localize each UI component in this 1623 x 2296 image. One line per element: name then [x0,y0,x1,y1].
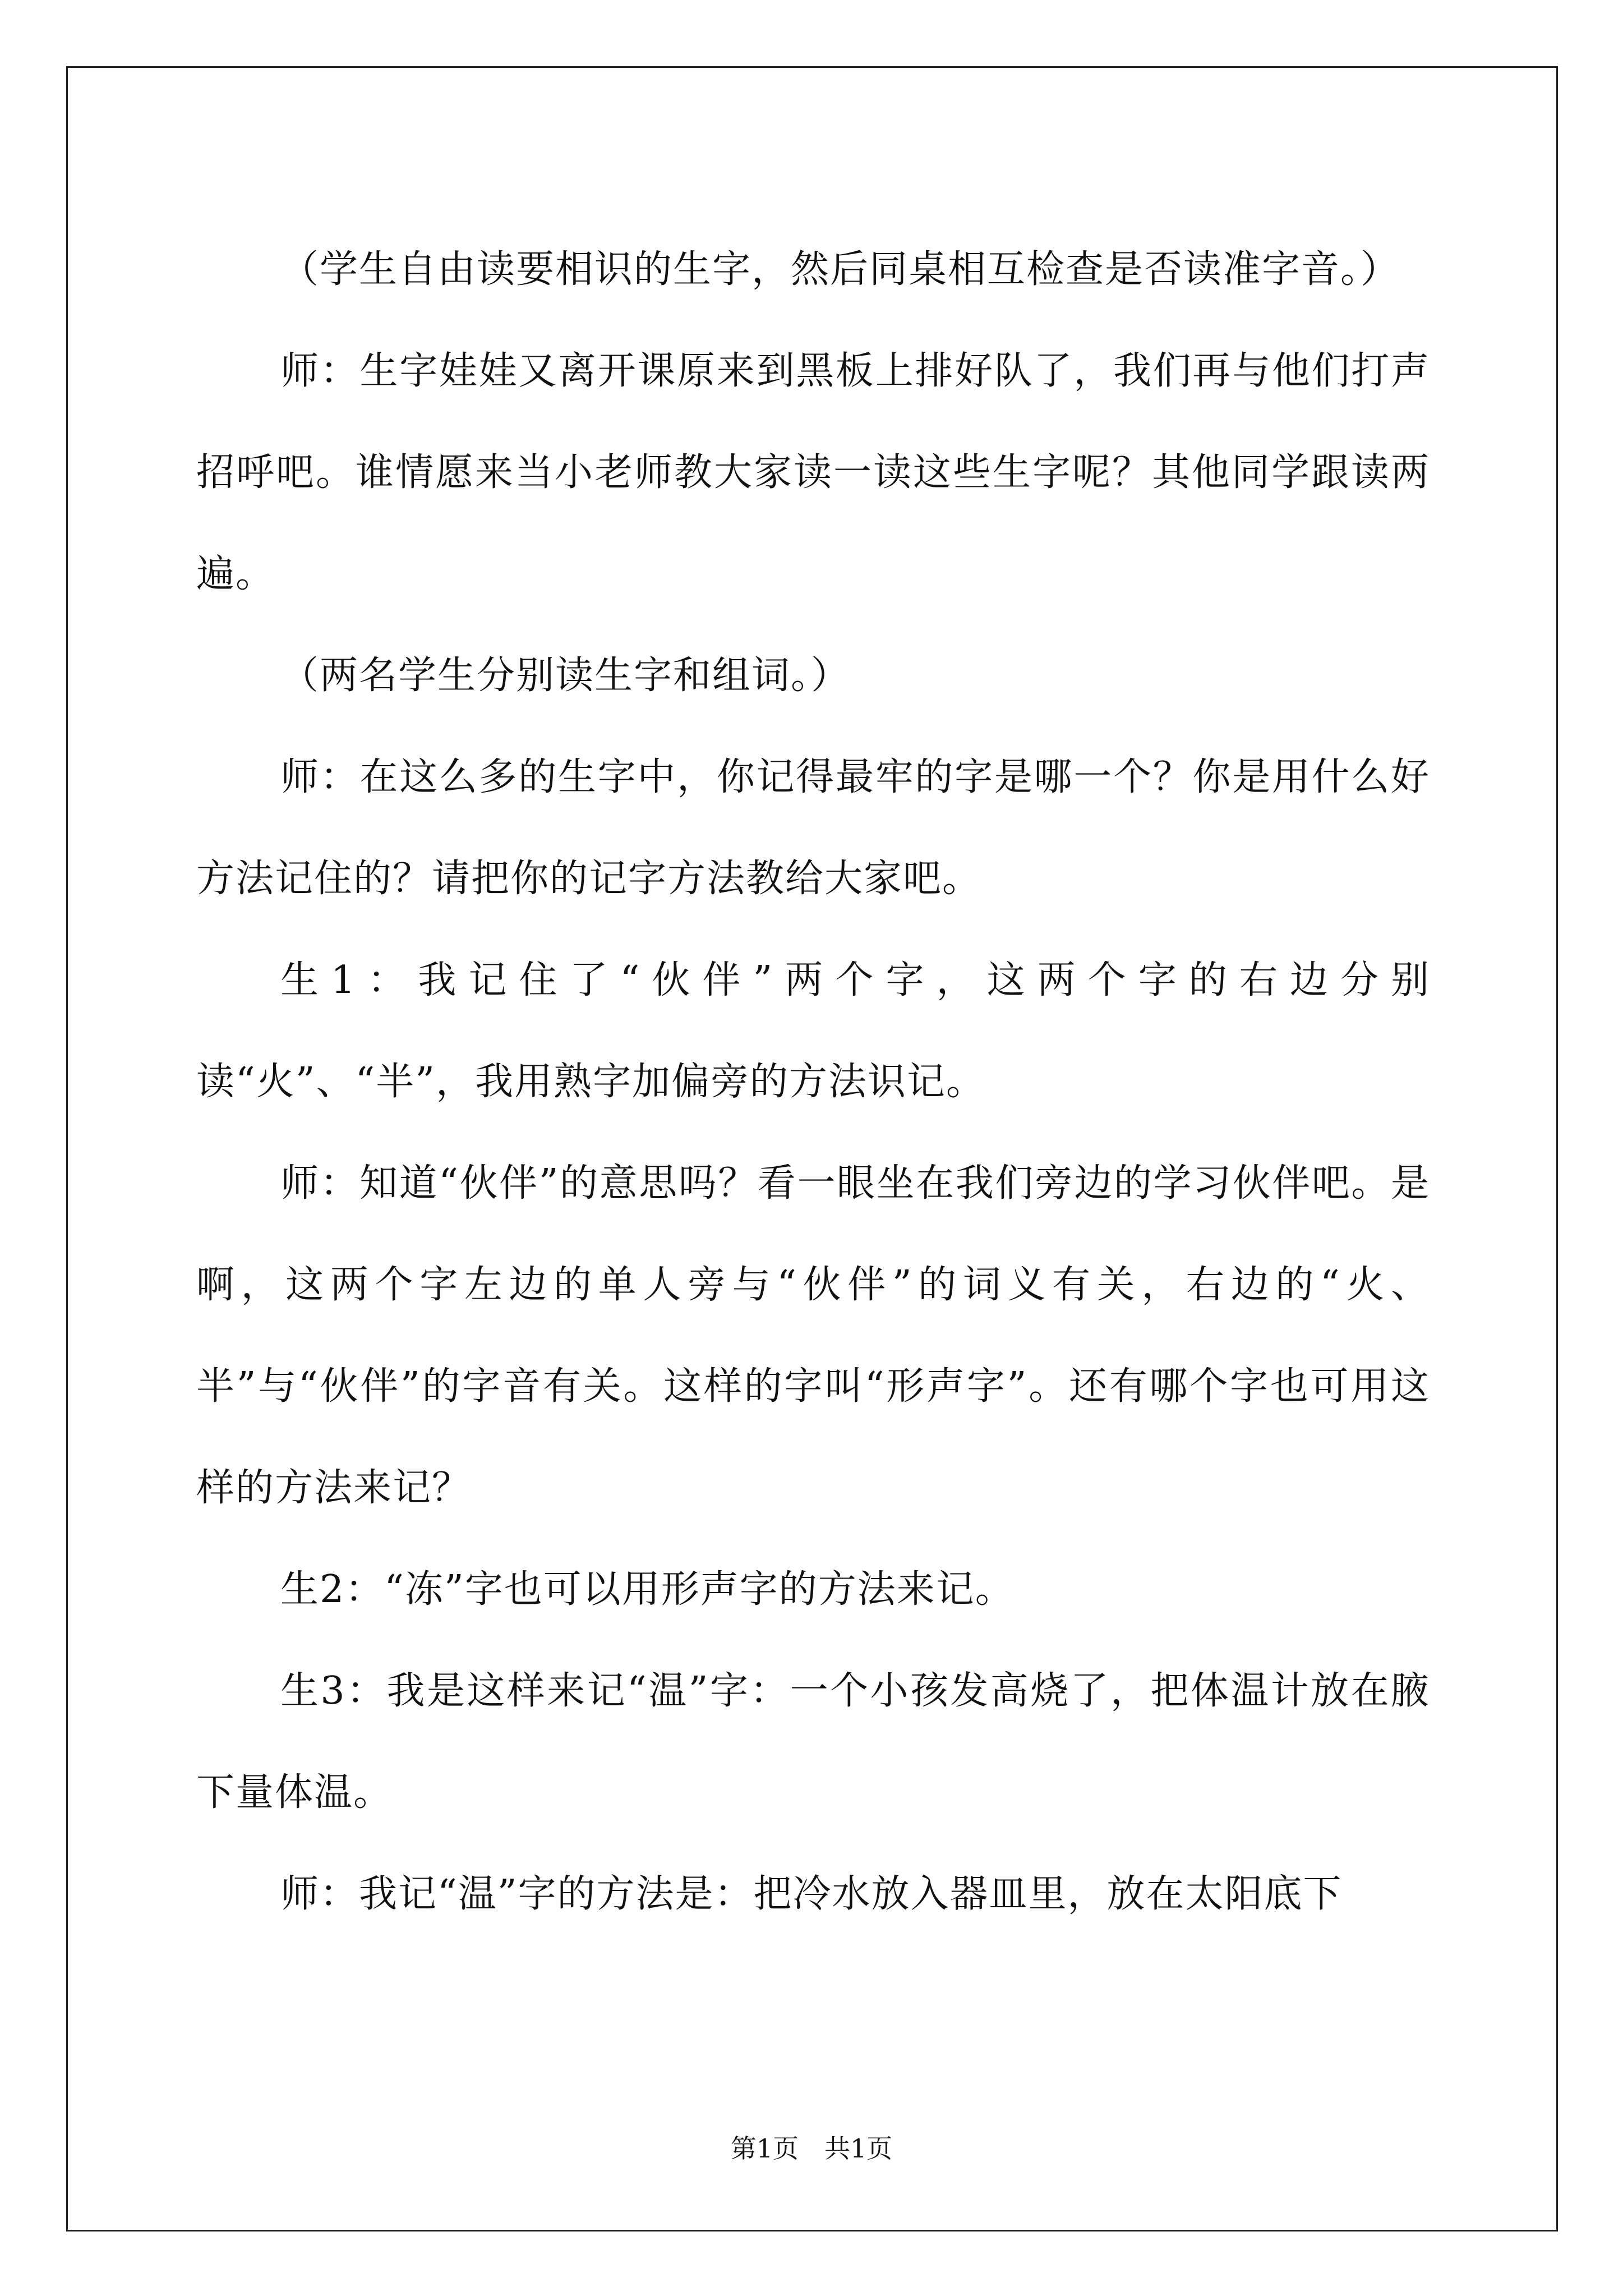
document-body [196,219,1430,1945]
paragraph-7: 生2：“冻”字也可以用形声字的方法来记。 [280,1567,1015,1612]
paragraph-9: 师：我记“温”字的方法是：把冷水放入器皿里，放在太阳底下 [280,1872,1343,1916]
paragraph-8: 生3：我是这样来记“温”字：一个小孩发高烧了，把体温计放在腋下量体温。 [196,1669,1430,1815]
paragraph-1: （学生自由读要相识的生字，然后同桌相互检查是否读准字音。） [280,247,1400,292]
paragraph-6: 师：知道“伙伴”的意思吗？看一眼坐在我们旁边的学习伙伴吧。是啊，这两个字左边的单人旁与“伙伴”的词义有关，右边的“火、半”与“伙伴”的字音有关。这样的字叫“形声字”。还有哪个字也可用这样的方法来记？ [196,1161,1430,1510]
paragraph-3: （两名学生分别读生字和组词。） [280,654,851,698]
paragraph-2: 师：生字娃娃又离开课原来到黑板上排好队了，我们再与他们打声招呼吧。谁情愿来当小老师教大家读一读这些生字呢？其他同学跟读两遍。 [196,349,1430,596]
paragraph-4: 师：在这么多的生字中，你记得最牢的字是哪一个？你是用什么好方法记住的？请把你的记字方法教给大家吧。 [196,755,1430,901]
page-footer: 第1页 共1页 [730,2133,893,2164]
paragraph-5: 生1：我记住了“伙伴”两个字，这两个字的右边分别读“火”、“半”，我用熟字加偏旁的方法识记。 [196,958,1430,1104]
